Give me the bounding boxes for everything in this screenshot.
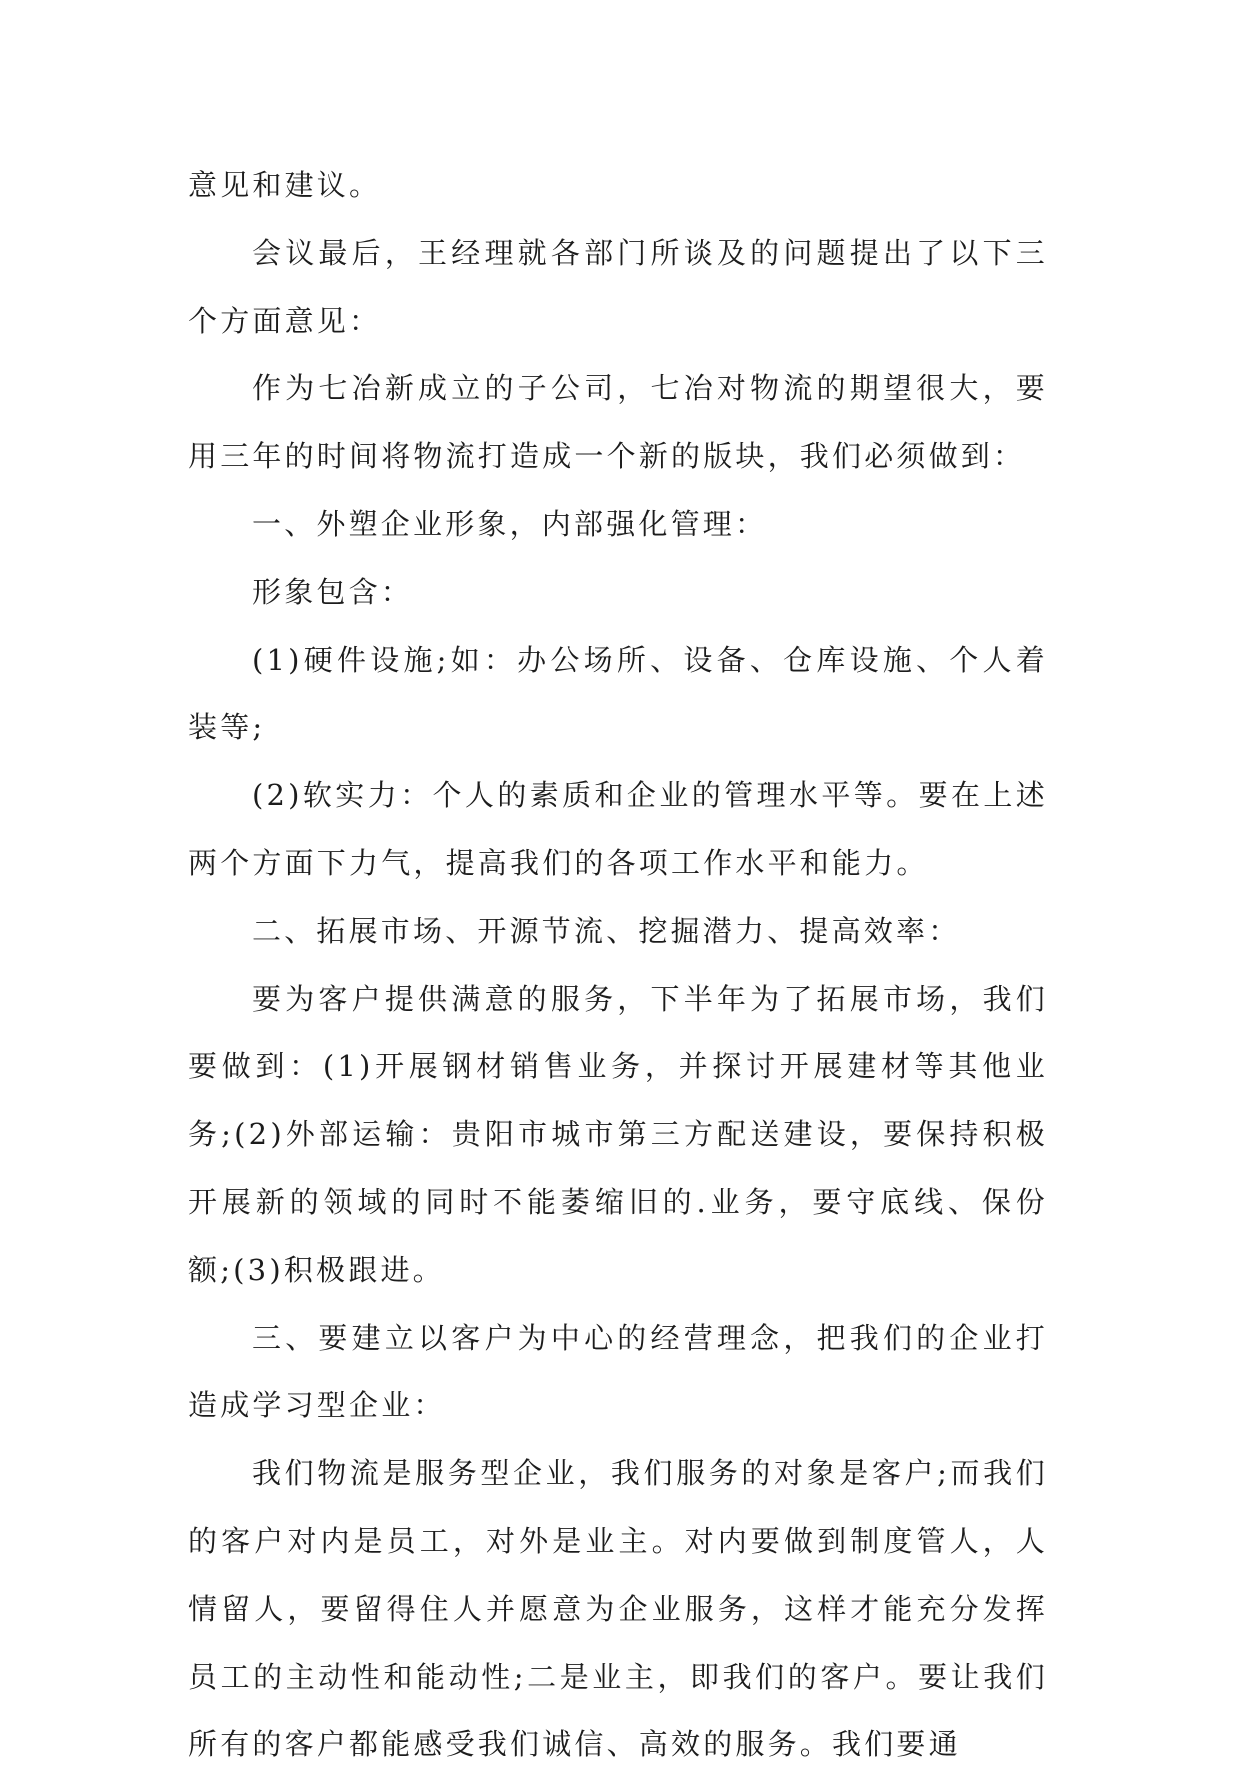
paragraph-4: 一、外塑企业形象，内部强化管理：: [252, 506, 768, 541]
paragraph-1: 意见和建议。: [188, 168, 382, 202]
paragraph-8: 二、拓展市场、开源节流、挖掘潜力、提高效率：: [252, 913, 961, 948]
paragraph-10: 三、要建立以客户为中心的经营理念，把我们的企业打造成学习型企业：: [188, 1320, 1048, 1423]
paragraph-9: 要为客户提供满意的服务，下半年为了拓展市场，我们要做到：(1)开展钢材销售业务，并探讨开展建材等其他业务;(2)外部运输：贵阳市城市第三方配送建设，要保持积极开展新的领域的同时不能萎缩旧的.业务，要守底线、保份额;(3)积极跟进。: [188, 981, 1048, 1287]
paragraph-11: 我们物流是服务型企业，我们服务的对象是客户;而我们的客户对内是员工，对外是业主。对内要做到制度管人，人情留人，要留得住人并愿意为企业服务，这样才能充分发挥员工的主动性和能动性;二是业主，即我们的客户。要让我们所有的客户都能感受我们诚信、高效的服务。我们要通: [188, 1456, 1048, 1762]
paragraph-7: (2)软实力：个人的素质和企业的管理水平等。要在上述两个方面下力气，提高我们的各项工作水平和能力。: [188, 778, 1048, 880]
paragraph-6: (1)硬件设施;如：办公场所、设备、仓库设施、个人着装等;: [188, 642, 1048, 745]
document-body: [188, 152, 1048, 1779]
paragraph-2: 会议最后，王经理就各部门所谈及的问题提出了以下三个方面意见：: [188, 235, 1048, 338]
paragraph-3: 作为七冶新成立的子公司，七冶对物流的期望很大，要用三年的时间将物流打造成一个新的版块，我们必须做到：: [188, 371, 1048, 474]
paragraph-5: 形象包含：: [252, 574, 414, 609]
